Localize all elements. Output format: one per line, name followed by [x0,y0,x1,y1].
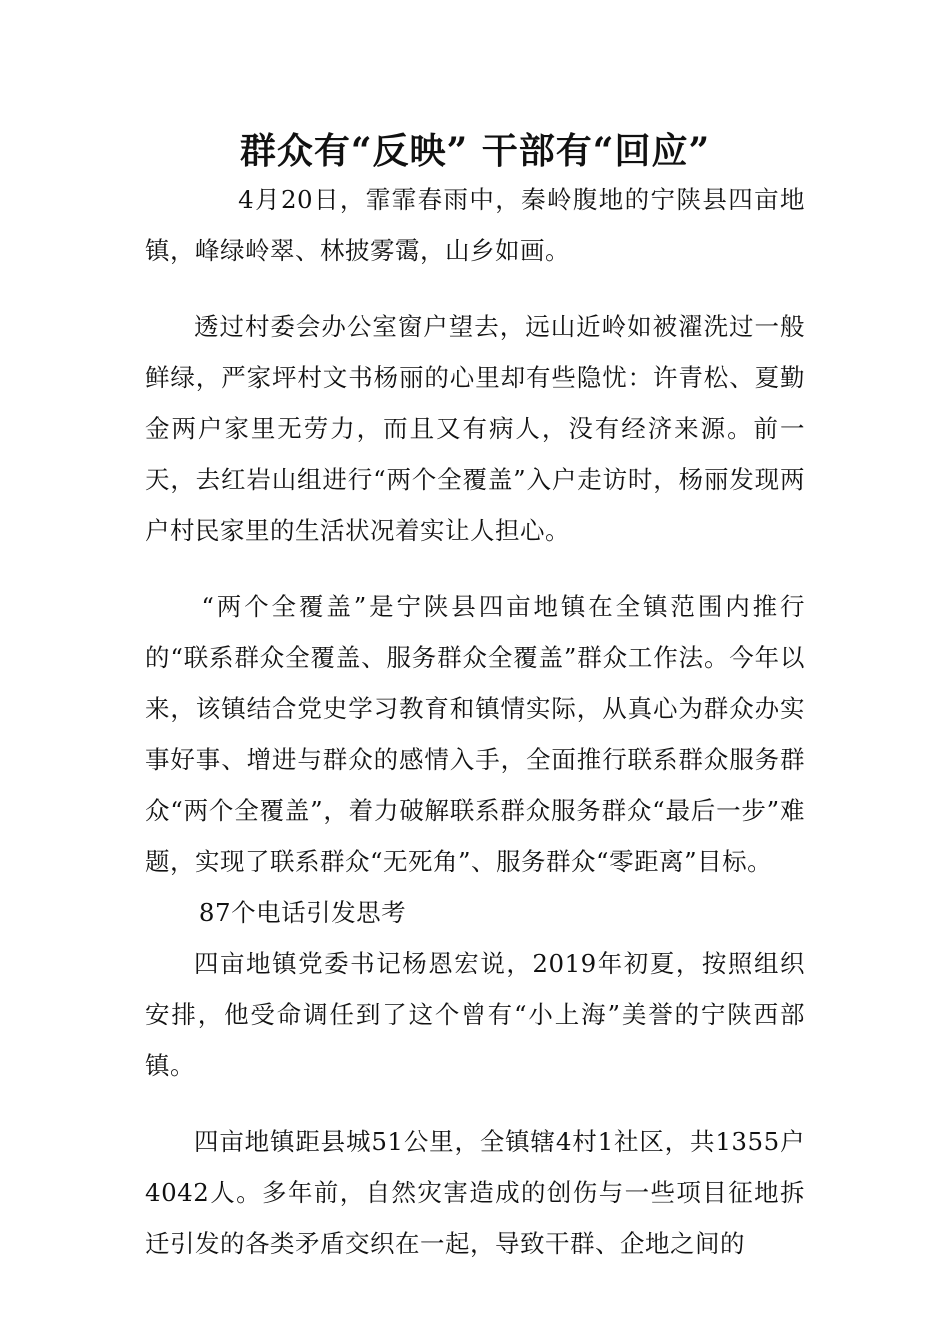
section-subheading: 87个电话引发思考 [198,898,407,927]
paragraph-2: 透过村委会办公室窗户望去，远山近岭如被濯洗过一般鲜绿，严家坪村文书杨丽的心里却有些隐忧：许青松、夏勤金两户家里无劳力，而且又有病人，没有经济来源。前一天，去红岩山组进行“两个全覆盖”入户走访时，杨丽发现两户村民家里的生活状况着实让人担心。 [145,312,805,545]
paragraph-4: 四亩地镇党委书记杨恩宏说，2019年初夏，按照组织安排，他受命调任到了这个曾有“小上海”美誉的宁陕西部镇。 [145,949,805,1080]
document-title: 群众有“反映” 干部有“回应” [239,130,711,172]
paragraph-5: 四亩地镇距县城51公里，全镇辖4村1社区，共1355户4042人。多年前，自然灾害造成的创伤与一些项目征地拆迁引发的各类矛盾交织在一起，导致干群、企地之间的 [145,1127,805,1258]
document-body [145,174,805,1269]
paragraph-3: “两个全覆盖”是宁陕县四亩地镇在全镇范围内推行的“联系群众全覆盖、服务群众全覆盖”群众工作法。今年以来，该镇结合党史学习教育和镇情实际，从真心为群众办实事好事、增进与群众的感情入手，全面推行联系群众服务群众“两个全覆盖”，着力破解联系群众服务群众“最后一步”难题，实现了联系群众“无死角”、服务群众“零距离”目标。 [145,592,805,876]
paragraph-1: 4月20日，霏霏春雨中，秦岭腹地的宁陕县四亩地镇，峰绿岭翠、林披雾霭，山乡如画。 [145,185,805,265]
